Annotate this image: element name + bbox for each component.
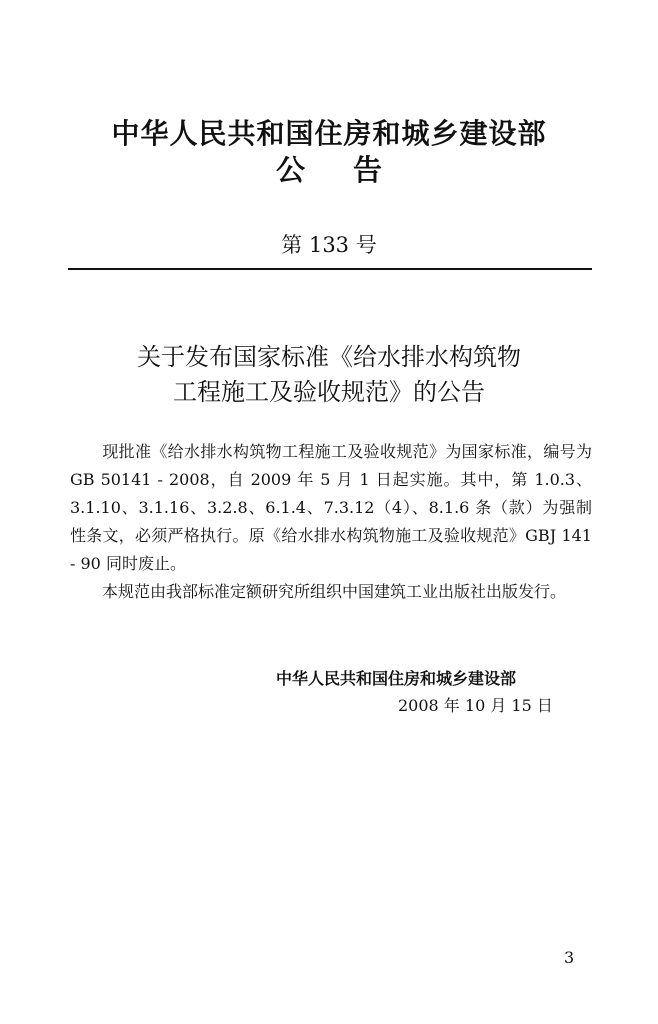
document-number: 第 133 号 bbox=[281, 233, 377, 257]
announcement-title-line-1: 关于发布国家标准《给水排水构筑物 bbox=[137, 343, 521, 371]
body-paragraph-2 bbox=[70, 578, 592, 606]
header-divider bbox=[68, 268, 592, 270]
body-paragraph-1-text: 现批准《给水排水构筑物工程施工及验收规范》为国家标准，编号为 GB 50141 - 2008，自 2009 年 5 月 1 日起实施。其中，第 1.0.3、3.1.10、3.1.16、3.2.8、6.1.4、7.3.12（4）、8.1.6 条（款）为强制性条文，必须严格执行。原《给水排水构筑物施工及验收规范》GBJ 141 - 90 同时废止。 bbox=[70, 442, 592, 573]
issuer-title: 中华人民共和国住房和城乡建设部 bbox=[111, 117, 547, 150]
signature-date: 2008 年 10 月 15 日 bbox=[398, 696, 553, 715]
body-paragraph-1 bbox=[70, 438, 592, 578]
body-paragraph-2-text: 本规范由我部标准定额研究所组织中国建筑工业出版社出版发行。 bbox=[102, 582, 567, 601]
document-type: 公告 bbox=[275, 153, 430, 187]
signature-organization: 中华人民共和国住房和城乡建设部 bbox=[276, 669, 517, 688]
announcement-title-line-2: 工程施工及验收规范》的公告 bbox=[173, 378, 485, 406]
page-number: 3 bbox=[564, 948, 575, 967]
